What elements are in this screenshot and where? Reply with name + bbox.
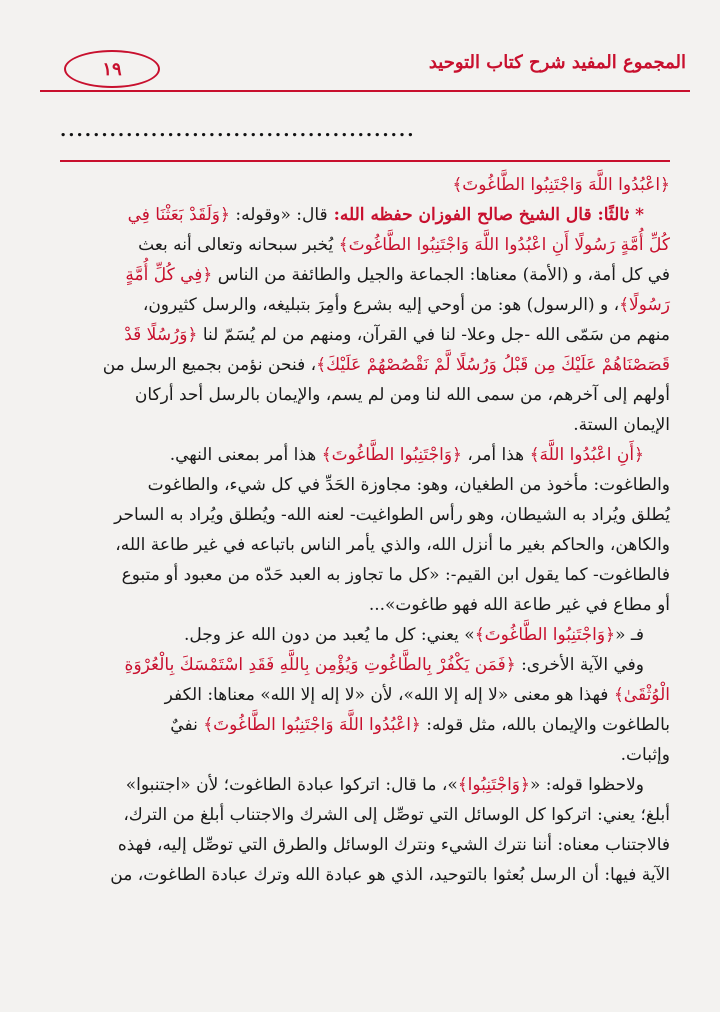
- text-line: [48, 740, 670, 770]
- text-line: [48, 530, 670, 560]
- text-segment: » يعني: كل ما يُعبد من دون الله عز وجل.: [183, 625, 475, 645]
- text-line: [48, 230, 670, 260]
- quran-quote: ﴿اعْبُدُوا اللَّهَ وَاجْتَنِبُوا الطَّاغُوتَ﴾: [203, 715, 421, 735]
- text-segment: بالطاغوت والإيمان بالله، مثل قوله:: [420, 715, 670, 735]
- text-segment: »، ما قال: اتركوا عبادة الطاغوت؛ لأن «اجتنبوا»: [125, 775, 458, 795]
- quran-quote: ﴿وَاجْتَنِبُوا الطَّاغُوتَ﴾: [321, 445, 463, 465]
- quran-quote: قَصَصْنَاهُمْ عَلَيْكَ مِن قَبْلُ وَرُسُلًا لَّمْ نَقْصُصْهُمْ عَلَيْكَ﴾: [316, 355, 670, 375]
- text-segment: أبلغ؛ يعني: اتركوا كل الوسائل التي توصِّل إلى الشرك والاجتناب أبلغ من الترك،: [123, 805, 670, 825]
- text-segment: فهذا هو معنى «لا إله إلا الله»، لأن «لا إله إلا الله» معناها: الكفر: [164, 685, 614, 705]
- text-line: [48, 680, 670, 710]
- text-line: [48, 800, 670, 830]
- text-segment: أولهم إلى آخرهم، من سمى الله لنا ومن لم يسم، والإيمان بالرسل أحد أركان: [134, 385, 670, 405]
- quran-quote: الْوُثْقَىٰ﴾: [613, 685, 670, 705]
- text-line: [48, 650, 670, 680]
- text-line: [48, 560, 670, 590]
- text-line: [48, 290, 670, 320]
- text-line: [48, 260, 670, 290]
- text-segment: فـ «: [615, 625, 644, 645]
- text-line: [48, 830, 670, 860]
- text-line: [48, 500, 670, 530]
- text-segment: وفي الآية الأخرى:: [515, 655, 644, 675]
- quran-quote: كُلِّ أُمَّةٍ رَسُولًا أَنِ اعْبُدُوا اللَّهَ وَاجْتَنِبُوا الطَّاغُوتَ﴾: [338, 235, 670, 255]
- text-segment: قال: «وقوله:: [229, 205, 328, 225]
- text-segment: فالطاغوت- كما يقول ابن القيم-: «كل ما تجاوز به العبد حَدّه من معبود أو متبوع: [121, 565, 670, 585]
- text-segment: ولاحظوا قوله: «: [529, 775, 644, 795]
- quran-quote: * ثالثًا: قال الشيخ صالح الفوزان حفظه الله:: [327, 205, 644, 225]
- text-line: [48, 710, 670, 740]
- text-segment: ، و (الرسول) هو: من أوحي إليه بشرع وأمِرَ بتبليغه، والرسل كثيرون،: [142, 295, 620, 315]
- dotted-separator: ...........................................: [60, 120, 416, 141]
- text-segment: الآية فيها: أن الرسل بُعثوا بالتوحيد، الذي هو عبادة الله وترك عبادة الطاغوت، من: [110, 865, 670, 885]
- text-segment: فالاجتناب معناه: أننا نترك الشيء ونترك الوسائل والطرق التي توصِّل إليه، فهذه: [117, 835, 670, 855]
- text-segment: يُخبر سبحانه وتعالى أنه بعث: [138, 235, 339, 255]
- text-segment: يُطلق ويُراد به الشيطان، وهو رأس الطواغيت- لعنه الله- ويُطلق ويُراد به الساحر: [114, 505, 670, 525]
- quran-quote: ﴿وَرُسُلًا قَدْ: [124, 325, 198, 345]
- text-segment: والكاهن، والحاكم بغير ما أنزل الله، والذي يأمر الناس باتباعه في غير طاعة الله،: [115, 535, 670, 555]
- text-line: [48, 860, 670, 890]
- text-segment: أو مطاع في غير طاعة الله فهو طاغوت»...: [368, 595, 670, 615]
- text-segment: الإيمان الستة.: [573, 415, 670, 435]
- section-divider: [60, 160, 670, 162]
- text-segment: هذا أمر،: [462, 445, 530, 465]
- text-line: [48, 200, 670, 230]
- quran-quote: ﴿فَمَن يَكْفُرْ بِالطَّاغُوتِ وَيُؤْمِن بِاللَّهِ فَقَدِ اسْتَمْسَكَ بِالْعُرْوَةِ: [124, 655, 516, 675]
- text-line: [48, 170, 670, 200]
- text-line: [48, 440, 670, 470]
- text-segment: نفيٌ: [170, 715, 204, 735]
- text-line: [48, 770, 670, 800]
- page-header: [40, 44, 690, 92]
- body-text: [48, 170, 670, 890]
- text-line: [48, 590, 670, 620]
- running-title: المجموع المفيد شرح كتاب التوحيد: [428, 52, 686, 73]
- text-segment: ، فنحن نؤمن بجميع الرسل من: [102, 355, 317, 375]
- text-segment: منهم من سَمّى الله -جل وعلا- لنا في القرآن، ومنهم من لم يُسَمّ لنا: [197, 325, 670, 345]
- text-segment: والطاغوت: مأخوذ من الطغيان، وهو: مجاوزة الحَدِّ في كل شيء، والطاغوت: [147, 475, 670, 495]
- quran-quote: ﴿أَنِ اعْبُدُوا اللَّهَ﴾: [529, 445, 644, 465]
- quran-quote: ﴿اعْبُدُوا اللَّهَ وَاجْتَنِبُوا الطَّاغُوتَ﴾: [452, 175, 670, 195]
- text-line: [48, 410, 670, 440]
- quran-quote: رَسُولًا﴾: [619, 295, 670, 315]
- text-segment: في كل أمة، و (الأمة) معناها: الجماعة والجيل والطائفة من الناس: [212, 265, 670, 285]
- page-number: ١٩: [64, 50, 160, 88]
- text-segment: هذا أمر بمعنى النهي.: [169, 445, 322, 465]
- quran-quote: ﴿فِي كُلِّ أُمَّةٍ: [125, 265, 213, 285]
- quran-quote: ﴿وَلَقَدْ بَعَثْنَا فِي: [127, 205, 230, 225]
- text-line: [48, 620, 670, 650]
- quran-quote: ﴿وَاجْتَنِبُوا الطَّاغُوتَ﴾: [474, 625, 616, 645]
- text-segment: وإثبات.: [620, 745, 670, 765]
- text-line: [48, 380, 670, 410]
- text-line: [48, 470, 670, 500]
- text-line: [48, 350, 670, 380]
- text-line: [48, 320, 670, 350]
- quran-quote: ﴿وَاجْتَنِبُوا﴾: [457, 775, 530, 795]
